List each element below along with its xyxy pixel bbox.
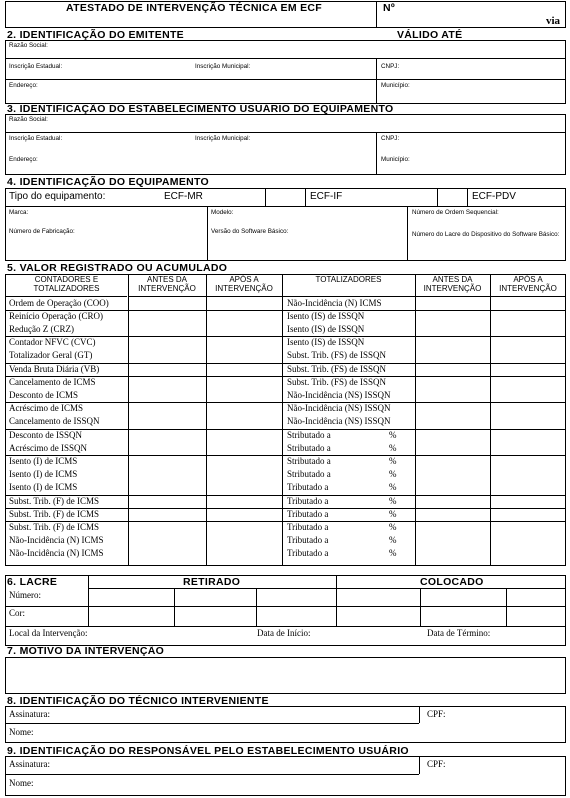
totalizador-label: Subst. Trib. (FS) de ISSQN <box>287 363 387 374</box>
contador-label: Cancelamento de ISSQN <box>9 416 100 427</box>
via-label: via <box>546 15 561 27</box>
s3-ie-label: Inscrição Estadual: <box>9 135 63 142</box>
contador-label: Reinício Operação (CRO) <box>9 310 103 321</box>
lacre-numero-label: Número: <box>9 590 41 600</box>
colocado-label: COLOCADO <box>420 576 484 588</box>
totalizador-label: Subst. Trib. (FS) de ISSQN <box>287 350 387 361</box>
section-5-title: 5. VALOR REGISTRADO OU ACUMULADO <box>7 262 228 274</box>
percent-sign: % <box>389 495 397 506</box>
section-9-box <box>5 756 566 796</box>
totalizador-label: Tributado a <box>287 508 329 519</box>
versao-software-label: Versão do Software Básico: <box>211 228 289 235</box>
totalizador-label: Não-Incidência (NS) ISSQN <box>287 389 391 400</box>
s2-cnpj-label: CNPJ: <box>381 63 400 70</box>
contador-label: Totalizador Geral (GT) <box>9 350 93 361</box>
s2-im-label: Inscrição Municipal: <box>195 63 251 70</box>
contador-label: Não-Incidência (N) ICMS <box>9 548 104 559</box>
numero-label: Nº <box>383 2 396 14</box>
lacre-software-label: Número do Lacre do Dispositivo do Software Básico: <box>412 231 560 238</box>
tecnico-assinatura-label: Assinatura: <box>9 709 50 719</box>
percent-sign: % <box>389 455 397 466</box>
percent-sign: % <box>389 508 397 519</box>
section-2-box <box>5 40 566 104</box>
totalizador-label: Stributado a <box>287 429 331 440</box>
local-intervencao-label: Local da Intervenção: <box>9 628 88 638</box>
totalizador-label: Tributado a <box>287 548 329 559</box>
contador-label: Subst. Trib. (F) de ICMS <box>9 495 100 506</box>
header-antes-2: ANTES DA INTERVENÇÃO <box>423 275 482 293</box>
contador-label: Contador NFVC (CVC) <box>9 337 96 348</box>
section-3-title: 3. IDENTIFICAÇÃO DO ESTABELECIMENTO USUÁRIO DO EQUIPAMENTO <box>7 103 394 115</box>
contador-label: Venda Bruta Diária (VB) <box>9 363 100 374</box>
header-apos-1: APÓS A INTERVENÇÃO <box>215 275 273 293</box>
motivo-box <box>5 657 566 694</box>
s2-municipio-label: Município: <box>381 82 410 89</box>
header-antes-1: ANTES DA INTERVENÇÃO <box>138 275 196 293</box>
totalizador-label: Tributado a <box>287 482 329 493</box>
contador-label: Subst. Trib. (F) de ICMS <box>9 521 100 532</box>
percent-sign: % <box>389 482 397 493</box>
s3-im-label: Inscrição Municipal: <box>195 135 251 142</box>
retirado-label: RETIRADO <box>183 576 241 588</box>
contador-label: Isento (I) de ICMS <box>9 455 78 466</box>
contador-label: Desconto de ISSQN <box>9 429 82 440</box>
header-number-box <box>376 1 566 28</box>
ordem-sequencial-label: Número de Ordem Sequencial: <box>412 209 499 216</box>
totalizador-label: Subst. Trib. (FS) de ISSQN <box>287 376 387 387</box>
totalizador-label: Isento (IS) de ISSQN <box>287 310 365 321</box>
contador-label: Isento (I) de ICMS <box>9 482 78 493</box>
tecnico-cpf-label: CPF: <box>427 709 446 719</box>
tipo-equipamento-label: Tipo do equipamento: <box>9 191 106 202</box>
marca-label: Marca: <box>9 209 29 216</box>
modelo-label: Modelo: <box>211 209 234 216</box>
ecf-pdv-option: ECF-PDV <box>472 191 516 202</box>
section-7-title: 7. MOTIVO DA INTERVENÇÃO <box>7 645 165 657</box>
header-contadores: CONTADORES E TOTALIZADORES <box>33 275 100 293</box>
percent-sign: % <box>389 535 397 546</box>
responsavel-cpf-label: CPF: <box>427 759 446 769</box>
contador-label: Redução Z (CRZ) <box>9 323 74 334</box>
contador-label: Cancelamento de ICMS <box>9 376 96 387</box>
s3-municipio-label: Município: <box>381 156 410 163</box>
contador-label: Não-Incidência (N) ICMS <box>9 535 104 546</box>
contador-label: Acréscimo de ICMS <box>9 403 83 414</box>
section-6-title: 6. LACRE <box>7 576 58 588</box>
percent-sign: % <box>389 469 397 480</box>
s3-razao-label: Razão Social: <box>9 116 48 123</box>
section-2-title: 2. IDENTIFICAÇÃO DO EMITENTE <box>7 29 184 41</box>
data-termino-label: Data de Término: <box>427 628 491 638</box>
header-totalizadores: TOTALIZADORES <box>315 275 382 284</box>
section-3-box <box>5 114 566 175</box>
section-8-box <box>5 706 566 743</box>
totalizador-label: Não-Incidência (NS) ISSQN <box>287 416 391 427</box>
tecnico-nome-label: Nome: <box>9 727 34 737</box>
totalizador-label: Não-Incidência (NS) ISSQN <box>287 403 391 414</box>
totalizador-label: Stributado a <box>287 469 331 480</box>
s2-ie-label: Inscrição Estadual: <box>9 63 63 70</box>
ecf-mr-option: ECF-MR <box>164 191 203 202</box>
valido-ate-label: VÁLIDO ATÉ <box>397 29 463 41</box>
contador-label: Subst. Trib. (F) de ICMS <box>9 508 100 519</box>
percent-sign: % <box>389 521 397 532</box>
totalizador-label: Não-Incidência (N) ICMS <box>287 297 382 308</box>
percent-sign: % <box>389 548 397 559</box>
contador-label: Acréscimo de ISSQN <box>9 442 87 453</box>
form-title: ATESTADO DE INTERVENÇÃO TÉCNICA EM ECF <box>66 2 323 14</box>
lacre-cor-label: Cor: <box>9 608 26 618</box>
percent-sign: % <box>389 429 397 440</box>
data-inicio-label: Data de Início: <box>257 628 311 638</box>
responsavel-nome-label: Nome: <box>9 778 34 788</box>
numero-fabricacao-label: Número de Fabricação: <box>9 228 75 235</box>
totalizador-label: Isento (IS) de ISSQN <box>287 323 365 334</box>
s2-razao-label: Razão Social: <box>9 42 48 49</box>
header-apos-2: APÓS A INTERVENÇÃO <box>499 275 557 293</box>
section-4-title: 4. IDENTIFICAÇÃO DO EQUIPAMENTO <box>7 176 210 188</box>
contador-label: Ordem de Operação (COO) <box>9 297 109 308</box>
s3-endereco-label: Endereço: <box>9 156 38 163</box>
totalizador-label: Isento (IS) de ISSQN <box>287 337 365 348</box>
totalizador-label: Stributado a <box>287 455 331 466</box>
s2-endereco-label: Endereço: <box>9 82 38 89</box>
totalizador-label: Stributado a <box>287 442 331 453</box>
section-8-title: 8. IDENTIFICAÇÃO DO TÉCNICO INTERVENIENTE <box>7 695 269 707</box>
s3-cnpj-label: CNPJ: <box>381 135 400 142</box>
totalizador-label: Tributado a <box>287 535 329 546</box>
ecf-if-option: ECF-IF <box>310 191 343 202</box>
percent-sign: % <box>389 442 397 453</box>
contador-label: Isento (I) de ICMS <box>9 469 78 480</box>
totalizador-label: Tributado a <box>287 495 329 506</box>
totalizador-label: Tributado a <box>287 521 329 532</box>
section-9-title: 9. IDENTIFICAÇÃO DO RESPONSÁVEL PELO ESTABELECIMENTO USUÁRIO <box>7 745 409 757</box>
responsavel-assinatura-label: Assinatura: <box>9 759 50 769</box>
contador-label: Desconto de ICMS <box>9 389 78 400</box>
